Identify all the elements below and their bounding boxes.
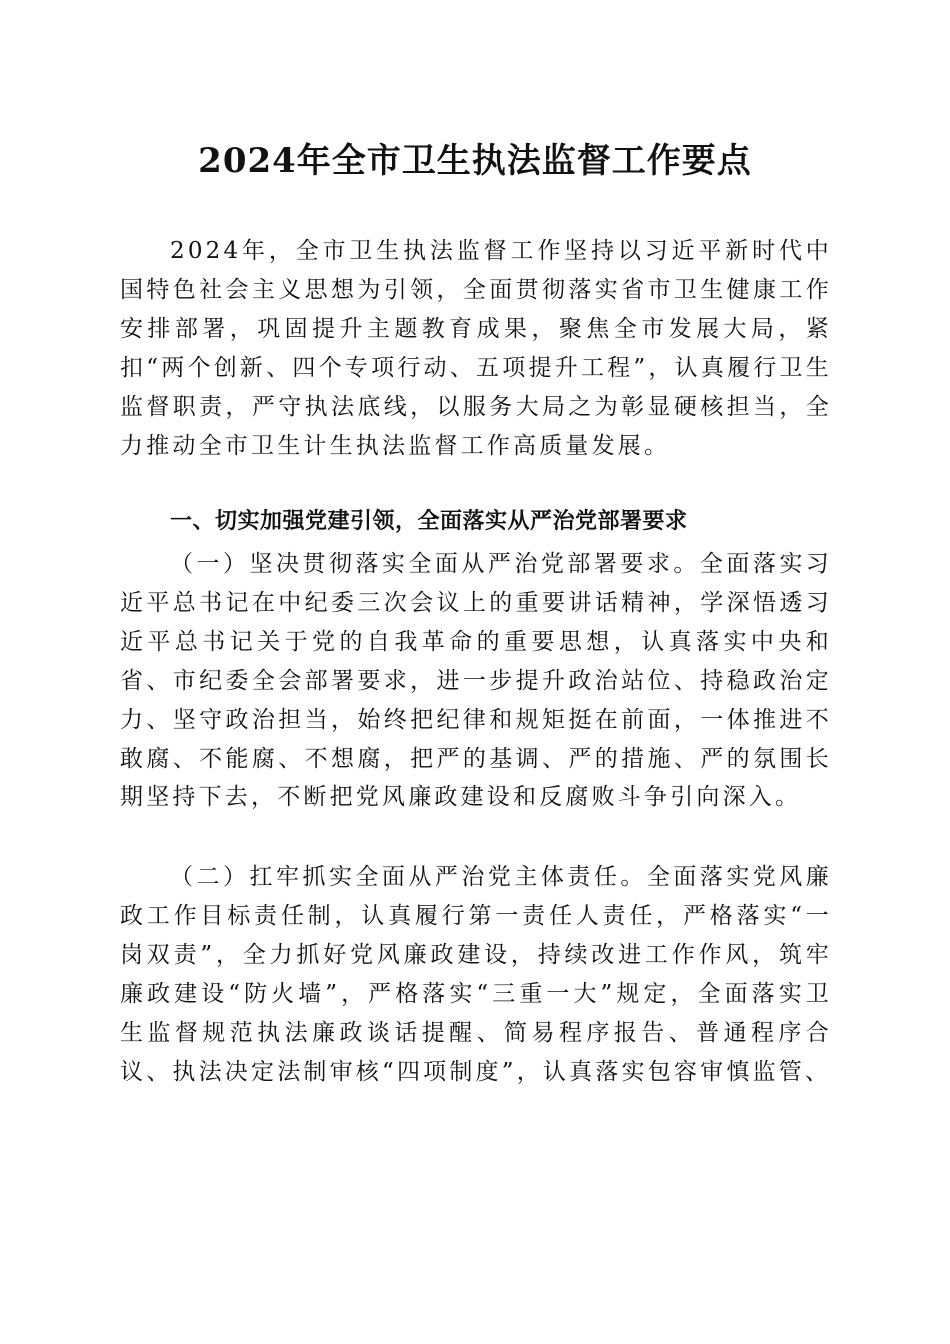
section-heading-1: 一、切实加强党建引领，全面落实从严治党部署要求 <box>170 509 688 534</box>
item-2-text: 全面落实党风廉政工作目标责任制，认真履行第一责任人责任，严格落实“一岗双责”，全力抓好党风廉政建设，持续改进工作作风，筑牢廉政建设“防火墙”，严格落实“三重一大”规定，全面落实卫生监督规范执法廉政谈话提醒、简易程序报告、普通程序合议、执法决定法制审核“四项制度”，认真落实包容审慎监管、 <box>120 864 832 1085</box>
intro-paragraph: 2024年，全市卫生执法监督工作坚持以习近平新时代中国特色社会主义思想为引领，全面贯彻落实省市卫生健康工作安排部署，巩固提升主题教育成果，聚焦全市发展大局，紧扣“两个创新、四个专项行动、五项提升工程”，认真履行卫生监督职责，严守执法底线，以服务大局之为彰显硬核担当，全力推动全市卫生计生执法监督工作高质量发展。 <box>120 238 832 459</box>
item-1-text: 全面落实习近平总书记在中纪委三次会议上的重要讲话精神，学深悟透习近平总书记关于党的自我革命的重要思想，认真落实中央和省、市纪委全会部署要求，进一步提升政治站位、持稳政治定力、坚守政治担当，始终把纪律和规矩挺在前面，一体推进不敢腐、不能腐、不想腐，把严的基调、严的措施、严的氛围长期坚持下去，不断把党风廉政建设和反腐败斗争引向深入。 <box>120 551 833 811</box>
item-1-lead: （一）坚决贯彻落实全面从严治党部署要求。 <box>170 551 700 577</box>
item-2-paragraph <box>120 858 832 1091</box>
document-title: 2024年全市卫生执法监督工作要点 <box>198 141 752 181</box>
item-2-lead: （二）扛牢抓实全面从严治党主体责任。 <box>170 864 647 890</box>
item-1-paragraph <box>120 545 832 817</box>
